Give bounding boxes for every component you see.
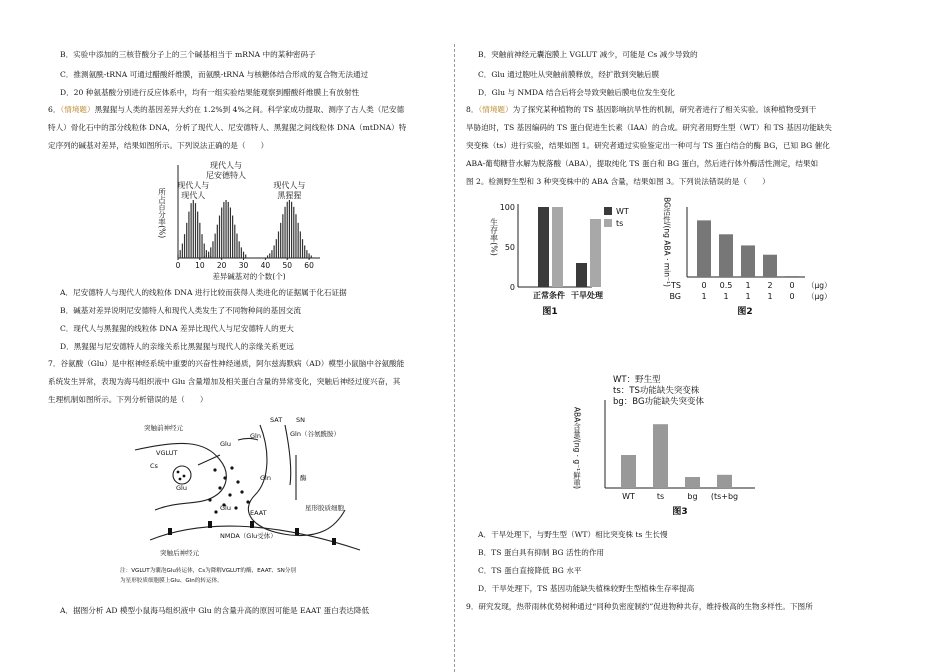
- hist-bar: [284, 207, 285, 258]
- label-glu-2: Glu: [220, 504, 231, 512]
- q9-text: 研究发现，热带雨林优势树种通过“同种负密度制约”促进物种共存，维持极高的生物多样性。下图所: [478, 602, 813, 611]
- hist-bar: [245, 254, 246, 258]
- hist-bar: [212, 241, 213, 258]
- hist-bar: [204, 256, 205, 258]
- hist-bar: [197, 212, 198, 258]
- hist-bar: [293, 207, 294, 258]
- fig2-bar: [719, 234, 733, 277]
- q8-option-a: A．干旱处理下，与野生型（WT）相比突变株 ts 生长慢: [478, 530, 668, 539]
- q6-tag: （情境题）: [60, 105, 95, 114]
- fig1-bar: [590, 219, 601, 287]
- hist-bar: [302, 239, 303, 258]
- q6-stem-text: 黑猩猩与人类的基因差异大约在 1.2%到 4%之间。科学家成功提取、测序了古人类（尼安德: [94, 105, 405, 114]
- fig1-bar: [552, 207, 563, 287]
- column-divider: [454, 44, 455, 672]
- hist-bar: [188, 212, 189, 258]
- fig2-ts-value: 0.5: [719, 281, 733, 290]
- q6-stem-line-2: 特人）骨化石中的部分线粒体 DNA，分析了现代人、尼安德特人、黑猩猩之间线粒体 DNA（mtDNA）特: [48, 123, 407, 132]
- q7-stem-line-1: [48, 359, 404, 369]
- hist-bar: [199, 223, 200, 258]
- label-gln-1: Gln: [250, 432, 261, 440]
- hist-bar: [289, 200, 290, 258]
- q7-option-d: D．Glu 与 NMDA 结合后将会导致突触后膜电位发生变化: [478, 88, 675, 97]
- glu-arrow-1: [198, 455, 220, 465]
- fig3-legend-line: bg：BG功能缺失突变体: [613, 397, 705, 407]
- hist-x-tick-label: 30: [238, 261, 249, 270]
- fig2-ts-value: 2: [767, 281, 773, 290]
- fig3-category-label: bg: [687, 492, 698, 501]
- q6-stem-line-1: [48, 105, 404, 115]
- q6-number: 6．: [48, 105, 61, 114]
- mtdna-histogram: [150, 150, 330, 280]
- label-glu-1: Glu: [220, 440, 231, 448]
- q7-number: 7．: [48, 359, 61, 368]
- q6-stem-line-3: 定序列的碱基对差异，结果如图所示。下列说法正确的是（ ）: [48, 141, 269, 150]
- q8-option-d: D．干旱处理下，TS 基因功能缺失植株较野生型植株生存率提高: [478, 584, 695, 593]
- q8-stem-text: 为了探究某种植物的 TS 基因影响抗旱性的机制，研究者进行了相关实验。该种植物受到干: [512, 105, 817, 114]
- vesicle: [173, 466, 191, 484]
- q8-option-c: C．TS 蛋白直接降低 BG 水平: [478, 566, 582, 575]
- presynaptic-membrane: [135, 443, 226, 510]
- hist-x-tick-label: 10: [195, 261, 205, 270]
- q7-option-a: A．据图分析 AD 模型小鼠海马组织液中 Glu 的含量升高的原因可能是 EAAT 蛋白表达降低: [60, 606, 370, 615]
- hist-bar: [308, 253, 309, 258]
- hist-bar: [215, 234, 216, 258]
- hist-bar: [236, 234, 237, 258]
- hist-bar: [241, 247, 242, 258]
- hist-bar: [269, 253, 270, 258]
- hist-x-tick-label: 0: [175, 261, 181, 270]
- label-vglut: VGLUT: [156, 449, 178, 457]
- hist-bar: [232, 216, 233, 258]
- hist-bar: [274, 245, 275, 258]
- q9-number: 9．: [466, 602, 479, 611]
- fig1-legend-label: ts: [616, 219, 624, 228]
- fig1-y-tick-label: 0: [509, 283, 515, 292]
- hist-bar: [287, 202, 288, 258]
- fig2-bg-value: 1: [701, 292, 707, 301]
- hist-group-label: 现代人与: [177, 181, 210, 190]
- hist-x-tick-label: 40: [260, 261, 271, 270]
- synapse-diagram: [120, 410, 380, 590]
- q8-tag: （情境题）: [478, 105, 513, 114]
- q6-option-b: B．碱基对差异说明尼安德特人和现代人类发生了不同物种间的基因交流: [60, 306, 301, 315]
- q6-option-d: D．黑猩猩与尼安德特人的亲缘关系比黑猩猩与现代人的亲缘关系更远: [60, 342, 294, 351]
- fig3-caption: 图3: [672, 507, 688, 517]
- hist-bar: [228, 202, 229, 258]
- q8-number: 8．: [466, 105, 479, 114]
- fig1-y-tick-label: 50: [504, 243, 515, 252]
- hist-bar: [208, 252, 209, 258]
- hist-bar: [300, 231, 301, 258]
- q7-stem-line-2: 系统发生异常，表现为海马组织液中 Glu 含量增加及相关蛋白含量的异常变化，突触后神经过度兴奋，其: [48, 377, 401, 386]
- label-cs: Cs: [150, 462, 158, 470]
- hist-x-tick-label: 50: [282, 261, 293, 270]
- hist-bar: [267, 255, 268, 258]
- label-nmda: NMDA（Glu受体）: [220, 532, 277, 540]
- fig3-bar: [653, 424, 668, 488]
- label-glu-vesicle: Glu: [176, 484, 187, 492]
- q7-option-b: B．突触前神经元囊泡膜上 VGLUT 减少，可能是 Cs 减少导致的: [478, 50, 698, 59]
- hist-bar: [182, 244, 183, 258]
- fig1-legend-label: WT: [616, 207, 629, 216]
- fig1-caption: 图1: [542, 307, 558, 317]
- hist-bar: [221, 208, 222, 258]
- glu-molecules: [177, 466, 250, 513]
- hist-bar: [276, 239, 277, 258]
- q5-option-b: B．实验中添加的三核苷酸分子上的三个碱基相当于 mRNA 中的某种密码子: [60, 50, 316, 59]
- q6-option-c: C．现代人与黑猩猩的线粒体 DNA 差异比现代人与尼安德特人的更大: [60, 324, 294, 333]
- fig2-bg-value: 1: [767, 292, 773, 301]
- hist-bar: [195, 203, 196, 258]
- hist-bar: [223, 202, 224, 258]
- fig2-ts-value: 0: [789, 281, 795, 290]
- q6-option-a: A．尼安德特人与现代人的线粒体 DNA 进行比较而获得人类进化的证据属于化石证据: [60, 288, 347, 297]
- fig2-bar: [763, 255, 777, 277]
- fig2-bg-value: 1: [745, 292, 751, 301]
- q9-stem-line-1: [466, 602, 813, 612]
- hist-x-tick-label: 60: [304, 261, 314, 270]
- fig1-bar: [538, 207, 549, 287]
- q8-stem-line-1: [466, 105, 816, 115]
- q8-stem-line-5: 图 2。检测野生型和 3 种突变株中的 ABA 含量，结果如图 3。下列说法错误的是（ ）: [466, 177, 770, 186]
- label-postsynaptic: 突触后神经元: [160, 549, 199, 557]
- fig3-category-label: (ts+bg: [710, 492, 739, 501]
- fig2-unit-bg: （μg）: [807, 292, 832, 301]
- hist-bar: [306, 250, 307, 258]
- hist-bar: [282, 214, 283, 258]
- hist-bar: [217, 225, 218, 258]
- hist-bar: [271, 250, 272, 258]
- fig2-caption: 图2: [737, 307, 753, 317]
- q7-stem-text: 谷氨酸（Glu）是中枢神经系统中重要的兴奋性神经递质，阿尔兹海默病（AD）模型小鼠脑中谷氨酸能: [60, 359, 405, 368]
- hist-bar: [219, 216, 220, 258]
- hist-y-label: 所占百分率(%): [157, 187, 167, 239]
- hist-bar: [184, 234, 185, 258]
- q8-stem-line-4: ABA-葡萄糖苷水解为脱落酸（ABA），提取纯化 TS 蛋白和 BG 蛋白，然后进行体外酶活性测定，结果如: [466, 159, 819, 168]
- fig1-bar: [576, 263, 587, 287]
- figure-1-survival-chart: [480, 192, 650, 322]
- figure-3-aba-content-chart: [555, 370, 805, 520]
- hist-bar: [234, 225, 235, 258]
- q5-option-d: D．20 种氨基酸分别进行反应体系中，均有一组实验结果能观察到醋酸纤维膜上有放射性: [60, 88, 360, 97]
- hist-bar: [186, 223, 187, 258]
- q8-stem-line-3: 突变株（ts）进行实验，结果如图 1。研究者通过实验鉴定出一种可与 TS 蛋白结合的酶 BG，已知 BG 催化: [466, 141, 830, 150]
- fig2-y-label: BG活性/(ng ABA · min⁻¹): [662, 197, 672, 287]
- fig2-ts-value: 1: [745, 281, 751, 290]
- fig1-category-label: 正常条件: [533, 291, 565, 300]
- fig3-bar: [685, 477, 700, 488]
- hist-bar: [243, 252, 244, 258]
- hist-group-label: 现代人与: [210, 161, 243, 170]
- diagram-note-line-1: 注：VGLUT为囊泡Glu转运体，Cs为降解VGLUT的酶，EAAT、SN分别: [120, 568, 297, 574]
- fig2-row-label-bg: BG: [669, 292, 681, 301]
- label-enzyme: 酶: [300, 474, 307, 482]
- fig2-bar: [741, 245, 755, 277]
- fig3-legend-line: ts：TS功能缺失突变株: [613, 386, 700, 396]
- fig3-bar: [621, 455, 636, 488]
- hist-bar: [230, 208, 231, 258]
- hist-group-label: 现代人与: [273, 181, 306, 190]
- fig2-ts-value: 0: [701, 281, 707, 290]
- hist-bar: [225, 200, 226, 258]
- hist-bar: [239, 241, 240, 258]
- hist-bar: [298, 223, 299, 258]
- fig3-category-label: WT: [622, 492, 635, 501]
- hist-group-label: 黑猩猩: [277, 191, 302, 200]
- q7-stem-line-3: 生理机制如图所示。下列分析错误的是（ ）: [48, 395, 208, 404]
- figure-2-bg-activity-chart: [655, 192, 835, 322]
- label-sat: SAT: [270, 416, 283, 424]
- fig1-legend-swatch: [604, 219, 612, 227]
- fig2-row-label-ts: TS: [671, 281, 681, 290]
- fig3-category-label: ts: [656, 492, 665, 501]
- fig3-y-label: ABA含量/(ng · g⁻¹鲜重): [572, 406, 582, 490]
- hist-bar: [291, 202, 292, 258]
- hist-bar: [304, 245, 305, 258]
- fig2-bg-value: 0: [789, 292, 795, 301]
- fig1-category-label: 干旱处理: [571, 291, 603, 300]
- hist-bar: [193, 200, 194, 258]
- label-presynaptic: 突触前神经元: [144, 424, 183, 432]
- hist-x-label: 差异碱基对的个数(个): [212, 272, 286, 280]
- hist-bar: [204, 244, 205, 258]
- hist-bar: [206, 254, 207, 258]
- label-eaat: EAAT: [250, 509, 267, 517]
- label-sn: SN: [296, 416, 305, 424]
- fig1-y-label: 生存率(%): [489, 218, 499, 256]
- hist-group-label: 尼安德特人: [206, 171, 247, 180]
- fig1-y-tick-label: 100: [499, 203, 515, 212]
- hist-bar: [311, 255, 312, 258]
- q8-option-b: B．TS 蛋白具有抑制 BG 活性的作用: [478, 548, 605, 557]
- hist-bar: [295, 214, 296, 258]
- hist-x-tick-label: 20: [216, 261, 227, 270]
- hist-bar: [278, 231, 279, 258]
- fig2-bar: [697, 220, 711, 277]
- hist-bar: [180, 250, 181, 258]
- fig3-bar: [717, 475, 732, 488]
- hist-group-label: 现代人: [181, 191, 206, 200]
- fig2-bg-value: 1: [723, 292, 729, 301]
- q8-stem-line-2: 旱胁迫时，TS 基因编码的 TS 蛋白促进生长素（IAA）的合成。研究者用野生型（WT）和 TS 基因功能缺失: [466, 123, 832, 132]
- fig3-legend-line: WT：野生型: [613, 375, 661, 385]
- hist-bar: [210, 247, 211, 258]
- hist-bar: [280, 223, 281, 258]
- diagram-note-line-2: 为星形胶质细胞膜上Glu、Gln的转运体。: [120, 578, 223, 584]
- hist-bar: [177, 254, 178, 258]
- hist-bar: [201, 234, 202, 258]
- label-gln-full: Gln（谷氨酰胺）: [290, 430, 340, 438]
- fig2-bar: [785, 276, 799, 277]
- q7-option-c: C．Glu 通过胞吐从突触前膜释放，经扩散到突触后膜: [478, 70, 660, 79]
- label-gln-2: Gln: [260, 474, 271, 482]
- fig2-unit-ts: （μg）: [807, 281, 832, 290]
- hist-bar: [191, 203, 192, 258]
- label-astrocyte: 星形胶质细胞: [305, 504, 344, 512]
- q5-option-c: C．推测氨酰-tRNA 可通过醋酸纤维膜，而氨酰-tRNA 与核糖体结合形成的复合物无法通过: [60, 70, 369, 79]
- fig1-legend-swatch: [604, 207, 612, 215]
